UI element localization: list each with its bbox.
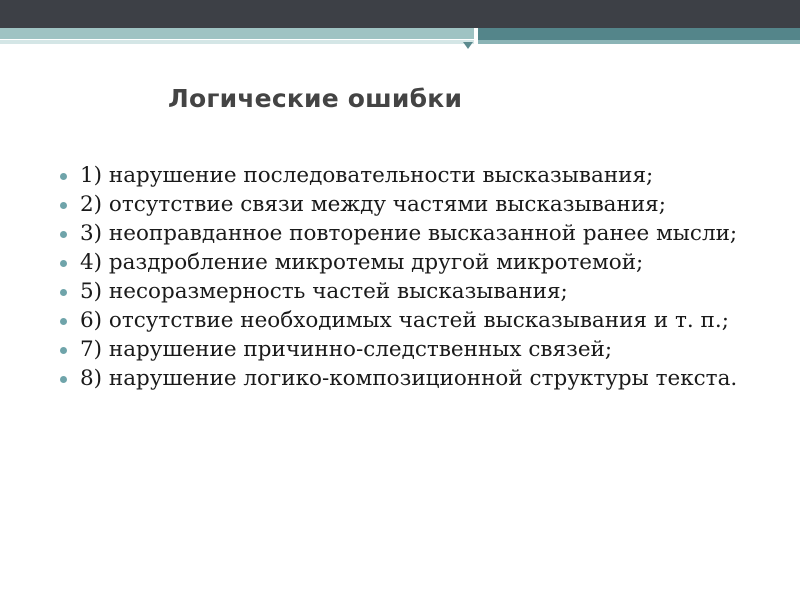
list-item — [58, 336, 758, 364]
list-item-text: 4) раздробление микротемы другой микротемой; — [80, 250, 644, 275]
list-item-text: 3) неоправданное повторение высказанной ранее мысли; — [80, 221, 738, 246]
accent-gap — [474, 28, 478, 44]
list-item — [58, 249, 758, 277]
bullet-icon — [60, 231, 67, 238]
list-item-text: 7) нарушение причинно-следственных связей; — [80, 337, 613, 362]
list-item-text: 1) нарушение последовательности высказывания; — [80, 163, 654, 188]
slide-title: Логические ошибки — [168, 84, 463, 113]
bullet-icon — [60, 260, 67, 267]
accent-strip-right — [478, 28, 800, 40]
accent-strip-right-lower — [478, 40, 800, 44]
bullet-icon — [60, 347, 67, 354]
bullet-icon — [60, 318, 67, 325]
list-item-text: 2) отсутствие связи между частями высказывания; — [80, 192, 666, 217]
list-item-text: 5) несоразмерность частей высказывания; — [80, 279, 568, 304]
list-item — [58, 191, 758, 219]
bullet-icon — [60, 289, 67, 296]
list-item — [58, 220, 758, 248]
header-bar — [0, 0, 800, 28]
list-item — [58, 307, 758, 335]
list-item — [58, 162, 758, 190]
bullet-icon — [60, 376, 67, 383]
bullet-icon — [60, 173, 67, 180]
bullet-list — [58, 162, 758, 394]
list-item-text: 8) нарушение логико-композиционной структуры текста. — [80, 366, 738, 391]
bullet-icon — [60, 202, 67, 209]
list-item — [58, 365, 758, 393]
list-item-text: 6) отсутствие необходимых частей высказывания и т. п.; — [80, 308, 729, 333]
triangle-marker-icon — [463, 42, 473, 49]
list-item — [58, 278, 758, 306]
